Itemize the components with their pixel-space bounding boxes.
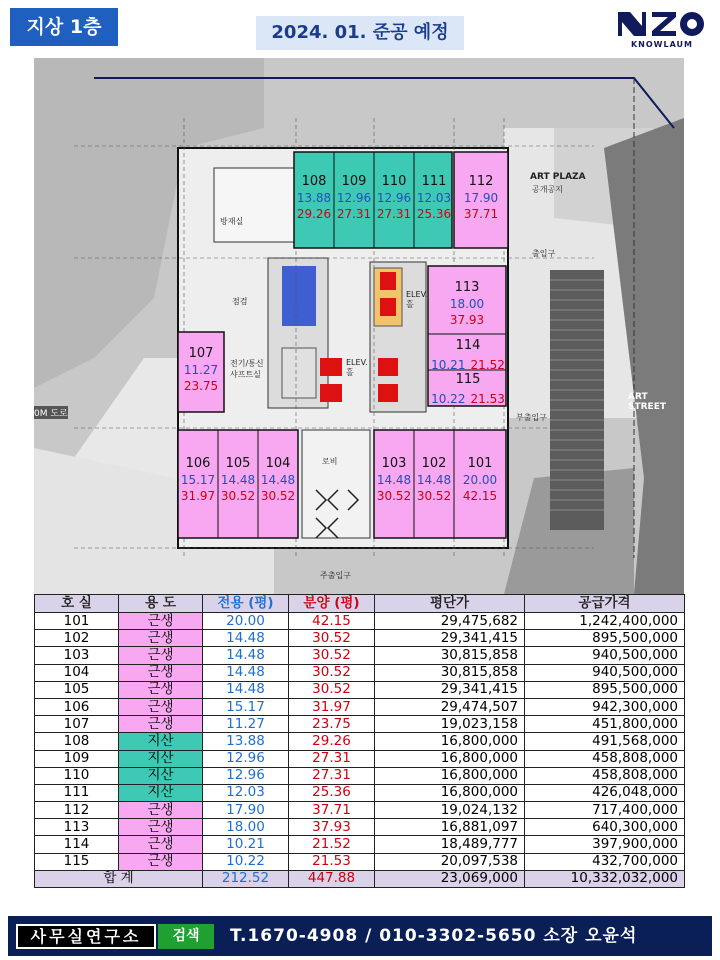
office-name: 사무실연구소 (16, 924, 156, 949)
row-exclusive-area: 12.03 (203, 784, 289, 801)
row-use: 근생 (119, 664, 203, 681)
electric-room-label: 전기/통신 샤프트실 (230, 359, 264, 379)
header-use: 용 도 (119, 595, 203, 613)
knowlaum-logo-icon (616, 10, 706, 38)
table-row (35, 733, 685, 750)
row-unit-no: 111 (35, 784, 119, 801)
row-use: 지산 (119, 784, 203, 801)
art-plaza-label: ART PLAZA (530, 172, 586, 182)
row-unit-no: 103 (35, 647, 119, 664)
row-price-per-pyeong: 16,800,000 (375, 750, 525, 767)
row-exclusive-area: 12.96 (203, 750, 289, 767)
total-supply-price: 10,332,032,000 (525, 870, 685, 887)
row-unit-no: 101 (35, 613, 119, 630)
row-use: 근생 (119, 802, 203, 819)
row-unit-no: 102 (35, 630, 119, 647)
row-unit-no: 112 (35, 802, 119, 819)
contact-phone-text: T.1670-4908 / 010-3302-5650 소장 오윤석 (230, 926, 638, 946)
header-supply-price: 공급가격 (525, 595, 685, 613)
row-use: 지산 (119, 750, 203, 767)
elev-hall-right-label: ELEV. 홀 (406, 290, 428, 309)
contact-footer (8, 916, 712, 956)
row-price-per-pyeong: 29,341,415 (375, 630, 525, 647)
table-row (35, 853, 685, 870)
unit-115: 115 10.22 21.53 (431, 372, 505, 406)
row-sale-area: 37.93 (289, 819, 375, 836)
row-supply-price: 397,900,000 (525, 836, 685, 853)
row-price-per-pyeong: 29,341,415 (375, 681, 525, 698)
row-price-per-pyeong: 30,815,858 (375, 647, 525, 664)
header-price-per-pyeong: 평단가 (375, 595, 525, 613)
table-row (35, 819, 685, 836)
row-supply-price: 458,808,000 (525, 767, 685, 784)
row-supply-price: 940,500,000 (525, 664, 685, 681)
table-row (35, 784, 685, 801)
table-row (35, 647, 685, 664)
row-supply-price: 451,800,000 (525, 716, 685, 733)
row-unit-no: 115 (35, 853, 119, 870)
row-exclusive-area: 11.27 (203, 716, 289, 733)
table-row (35, 681, 685, 698)
public-space-label: 공개공지 (532, 185, 563, 194)
header-sale-area: 분양 (평) (289, 595, 375, 613)
table-row (35, 716, 685, 733)
row-supply-price: 942,300,000 (525, 698, 685, 715)
row-sale-area: 27.31 (289, 750, 375, 767)
road-label: 0M 도로 (34, 406, 68, 419)
row-use: 근생 (119, 819, 203, 836)
row-supply-price: 895,500,000 (525, 681, 685, 698)
table-row (35, 836, 685, 853)
side-entrance-label: 부출입구 (516, 413, 547, 422)
unit-114: 114 10.21 21.52 (431, 338, 505, 372)
row-exclusive-area: 14.48 (203, 664, 289, 681)
row-unit-no: 105 (35, 681, 119, 698)
row-sale-area: 21.53 (289, 853, 375, 870)
row-sale-area: 25.36 (289, 784, 375, 801)
disaster-room-label: 방재실 (220, 217, 244, 226)
knowlaum-logo (614, 10, 710, 50)
row-supply-price: 426,048,000 (525, 784, 685, 801)
completion-date-title: 2024. 01. 준공 예정 (256, 16, 464, 50)
floor-plan (34, 58, 684, 594)
elev-hall-center-label: ELEV. 홀 (346, 358, 368, 377)
row-sale-area: 29.26 (289, 733, 375, 750)
row-exclusive-area: 14.48 (203, 647, 289, 664)
row-exclusive-area: 12.96 (203, 767, 289, 784)
unit-108: 108 13.88 29.26 (296, 174, 332, 221)
table-row (35, 802, 685, 819)
row-use: 지산 (119, 767, 203, 784)
unit-113: 113 18.00 37.93 (449, 280, 485, 327)
row-price-per-pyeong: 18,489,777 (375, 836, 525, 853)
row-price-per-pyeong: 16,800,000 (375, 784, 525, 801)
page-header (0, 0, 720, 56)
header-unit-no: 호 실 (35, 595, 119, 613)
unit-112: 112 17.90 37.71 (463, 174, 499, 221)
row-supply-price: 432,700,000 (525, 853, 685, 870)
unit-103: 103 14.48 30.52 (376, 456, 412, 503)
row-exclusive-area: 20.00 (203, 613, 289, 630)
row-price-per-pyeong: 20,097,538 (375, 853, 525, 870)
price-table (34, 594, 685, 888)
unit-109: 109 12.96 27.31 (336, 174, 372, 221)
row-price-per-pyeong: 29,475,682 (375, 613, 525, 630)
row-price-per-pyeong: 16,800,000 (375, 767, 525, 784)
row-use: 근생 (119, 630, 203, 647)
unit-106: 106 15.17 31.97 (180, 456, 216, 503)
unit-107: 107 11.27 23.75 (183, 346, 219, 393)
row-use: 근생 (119, 716, 203, 733)
total-label: 합 계 (35, 870, 203, 887)
table-row (35, 767, 685, 784)
row-sale-area: 30.52 (289, 630, 375, 647)
row-sale-area: 30.52 (289, 664, 375, 681)
row-exclusive-area: 14.48 (203, 630, 289, 647)
row-sale-area: 27.31 (289, 767, 375, 784)
price-table-wrap (34, 594, 684, 904)
row-sale-area: 21.52 (289, 836, 375, 853)
table-row (35, 613, 685, 630)
logo-wordmark: KNOWLAUM (630, 40, 694, 49)
row-use: 근생 (119, 698, 203, 715)
row-use: 근생 (119, 836, 203, 853)
total-sale-area: 447.88 (289, 870, 375, 887)
row-supply-price: 940,500,000 (525, 647, 685, 664)
row-supply-price: 1,242,400,000 (525, 613, 685, 630)
unit-101: 101 20.00 42.15 (462, 456, 498, 503)
main-entrance-label: 주출입구 (320, 571, 351, 580)
table-row (35, 630, 685, 647)
row-price-per-pyeong: 16,881,097 (375, 819, 525, 836)
row-unit-no: 107 (35, 716, 119, 733)
row-sale-area: 30.52 (289, 647, 375, 664)
table-header-row (35, 595, 685, 613)
row-supply-price: 895,500,000 (525, 630, 685, 647)
table-total-row (35, 870, 685, 887)
row-use: 근생 (119, 647, 203, 664)
row-supply-price: 458,808,000 (525, 750, 685, 767)
row-price-per-pyeong: 16,800,000 (375, 733, 525, 750)
entrance-top-label: 출입구 (532, 249, 556, 258)
row-exclusive-area: 17.90 (203, 802, 289, 819)
row-sale-area: 31.97 (289, 698, 375, 715)
search-button[interactable]: 검색 (158, 924, 214, 949)
row-use: 근생 (119, 613, 203, 630)
row-price-per-pyeong: 30,815,858 (375, 664, 525, 681)
art-street-label: ART STREET (628, 392, 666, 412)
row-unit-no: 109 (35, 750, 119, 767)
row-sale-area: 37.71 (289, 802, 375, 819)
row-exclusive-area: 14.48 (203, 681, 289, 698)
unit-105: 105 14.48 30.52 (220, 456, 256, 503)
unit-104: 104 14.48 30.52 (260, 456, 296, 503)
floor-label: 지상 1층 (10, 8, 118, 46)
row-price-per-pyeong: 29,474,507 (375, 698, 525, 715)
table-row (35, 698, 685, 715)
row-supply-price: 640,300,000 (525, 819, 685, 836)
row-sale-area: 23.75 (289, 716, 375, 733)
header-exclusive-area: 전용 (평) (203, 595, 289, 613)
floor-plan-drawing (34, 58, 684, 594)
row-unit-no: 108 (35, 733, 119, 750)
row-use: 근생 (119, 681, 203, 698)
row-supply-price: 491,568,000 (525, 733, 685, 750)
row-unit-no: 113 (35, 819, 119, 836)
inspection-label: 점검 (232, 297, 248, 306)
row-sale-area: 42.15 (289, 613, 375, 630)
unit-102: 102 14.48 30.52 (416, 456, 452, 503)
row-unit-no: 110 (35, 767, 119, 784)
row-price-per-pyeong: 19,023,158 (375, 716, 525, 733)
row-unit-no: 106 (35, 698, 119, 715)
row-supply-price: 717,400,000 (525, 802, 685, 819)
row-exclusive-area: 10.21 (203, 836, 289, 853)
total-price-per-pyeong: 23,069,000 (375, 870, 525, 887)
row-sale-area: 30.52 (289, 681, 375, 698)
unit-110: 110 12.96 27.31 (376, 174, 412, 221)
row-unit-no: 114 (35, 836, 119, 853)
row-price-per-pyeong: 19,024,132 (375, 802, 525, 819)
lobby-label: 로비 (322, 457, 338, 466)
row-use: 지산 (119, 733, 203, 750)
total-exclusive-area: 212.52 (203, 870, 289, 887)
row-exclusive-area: 13.88 (203, 733, 289, 750)
row-unit-no: 104 (35, 664, 119, 681)
row-exclusive-area: 18.00 (203, 819, 289, 836)
row-use: 근생 (119, 853, 203, 870)
row-exclusive-area: 15.17 (203, 698, 289, 715)
row-exclusive-area: 10.22 (203, 853, 289, 870)
table-row (35, 664, 685, 681)
table-row (35, 750, 685, 767)
unit-111: 111 12.03 25.36 (416, 174, 452, 221)
